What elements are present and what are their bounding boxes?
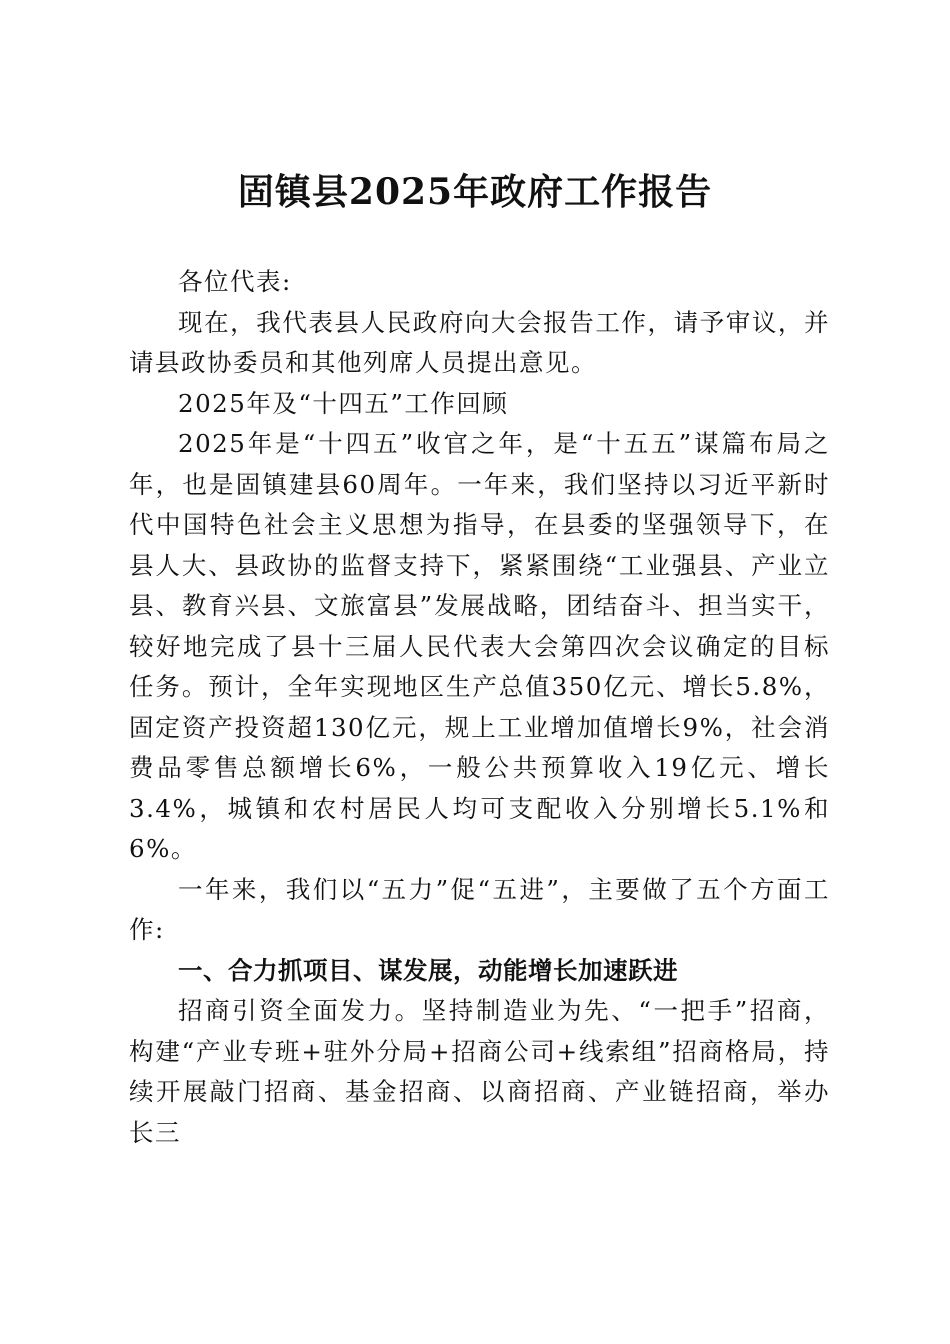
work-summary-paragraph: 一年来，我们以“五力”促“五进”，主要做了五个方面工作:: [129, 874, 830, 944]
section-heading-one: 一、合力抓项目、谋发展，动能增长加速跃进: [178, 955, 678, 985]
investment-paragraph: 招商引资全面发力。坚持制造业为先、“一把手”招商，构建“产业专班+驻外分局+招商公司+线索组”招商格局，持续开展敲门招商、基金招商、以商招商、产业链招商，举办长三: [129, 996, 830, 1147]
section-title-review: 2025年及“十四五”工作回顾: [178, 388, 509, 418]
salutation: 各位代表:: [178, 267, 292, 296]
document-title: 固镇县2025年政府工作报告: [237, 171, 713, 213]
review-paragraph: 2025年是“十四五”收官之年，是“十五五”谋篇布局之年，也是固镇建县60周年。一年来，我们坚持以习近平新时代中国特色社会主义思想为指导，在县委的坚强领导下，在县人大、县政协的监督支持下，紧紧围绕“工业强县、产业立县、教育兴县、文旅富县”发展战略，团结奋斗、担当实干，较好地完成了县十三届人民代表大会第四次会议确定的目标任务。预计，全年实现地区生产总值350亿元、增长5.8%，固定资产投资超130亿元，规上工业增加值增长9%，社会消费品零售总额增长6%，一般公共预算收入19亿元、增长3.4%，城镇和农村居民人均可支配收入分别增长5.1%和6%。: [129, 429, 830, 863]
opening-paragraph: 现在，我代表县人民政府向大会报告工作，请予审议，并请县政协委员和其他列席人员提出意见。: [129, 307, 830, 377]
document-body: [129, 262, 830, 1153]
